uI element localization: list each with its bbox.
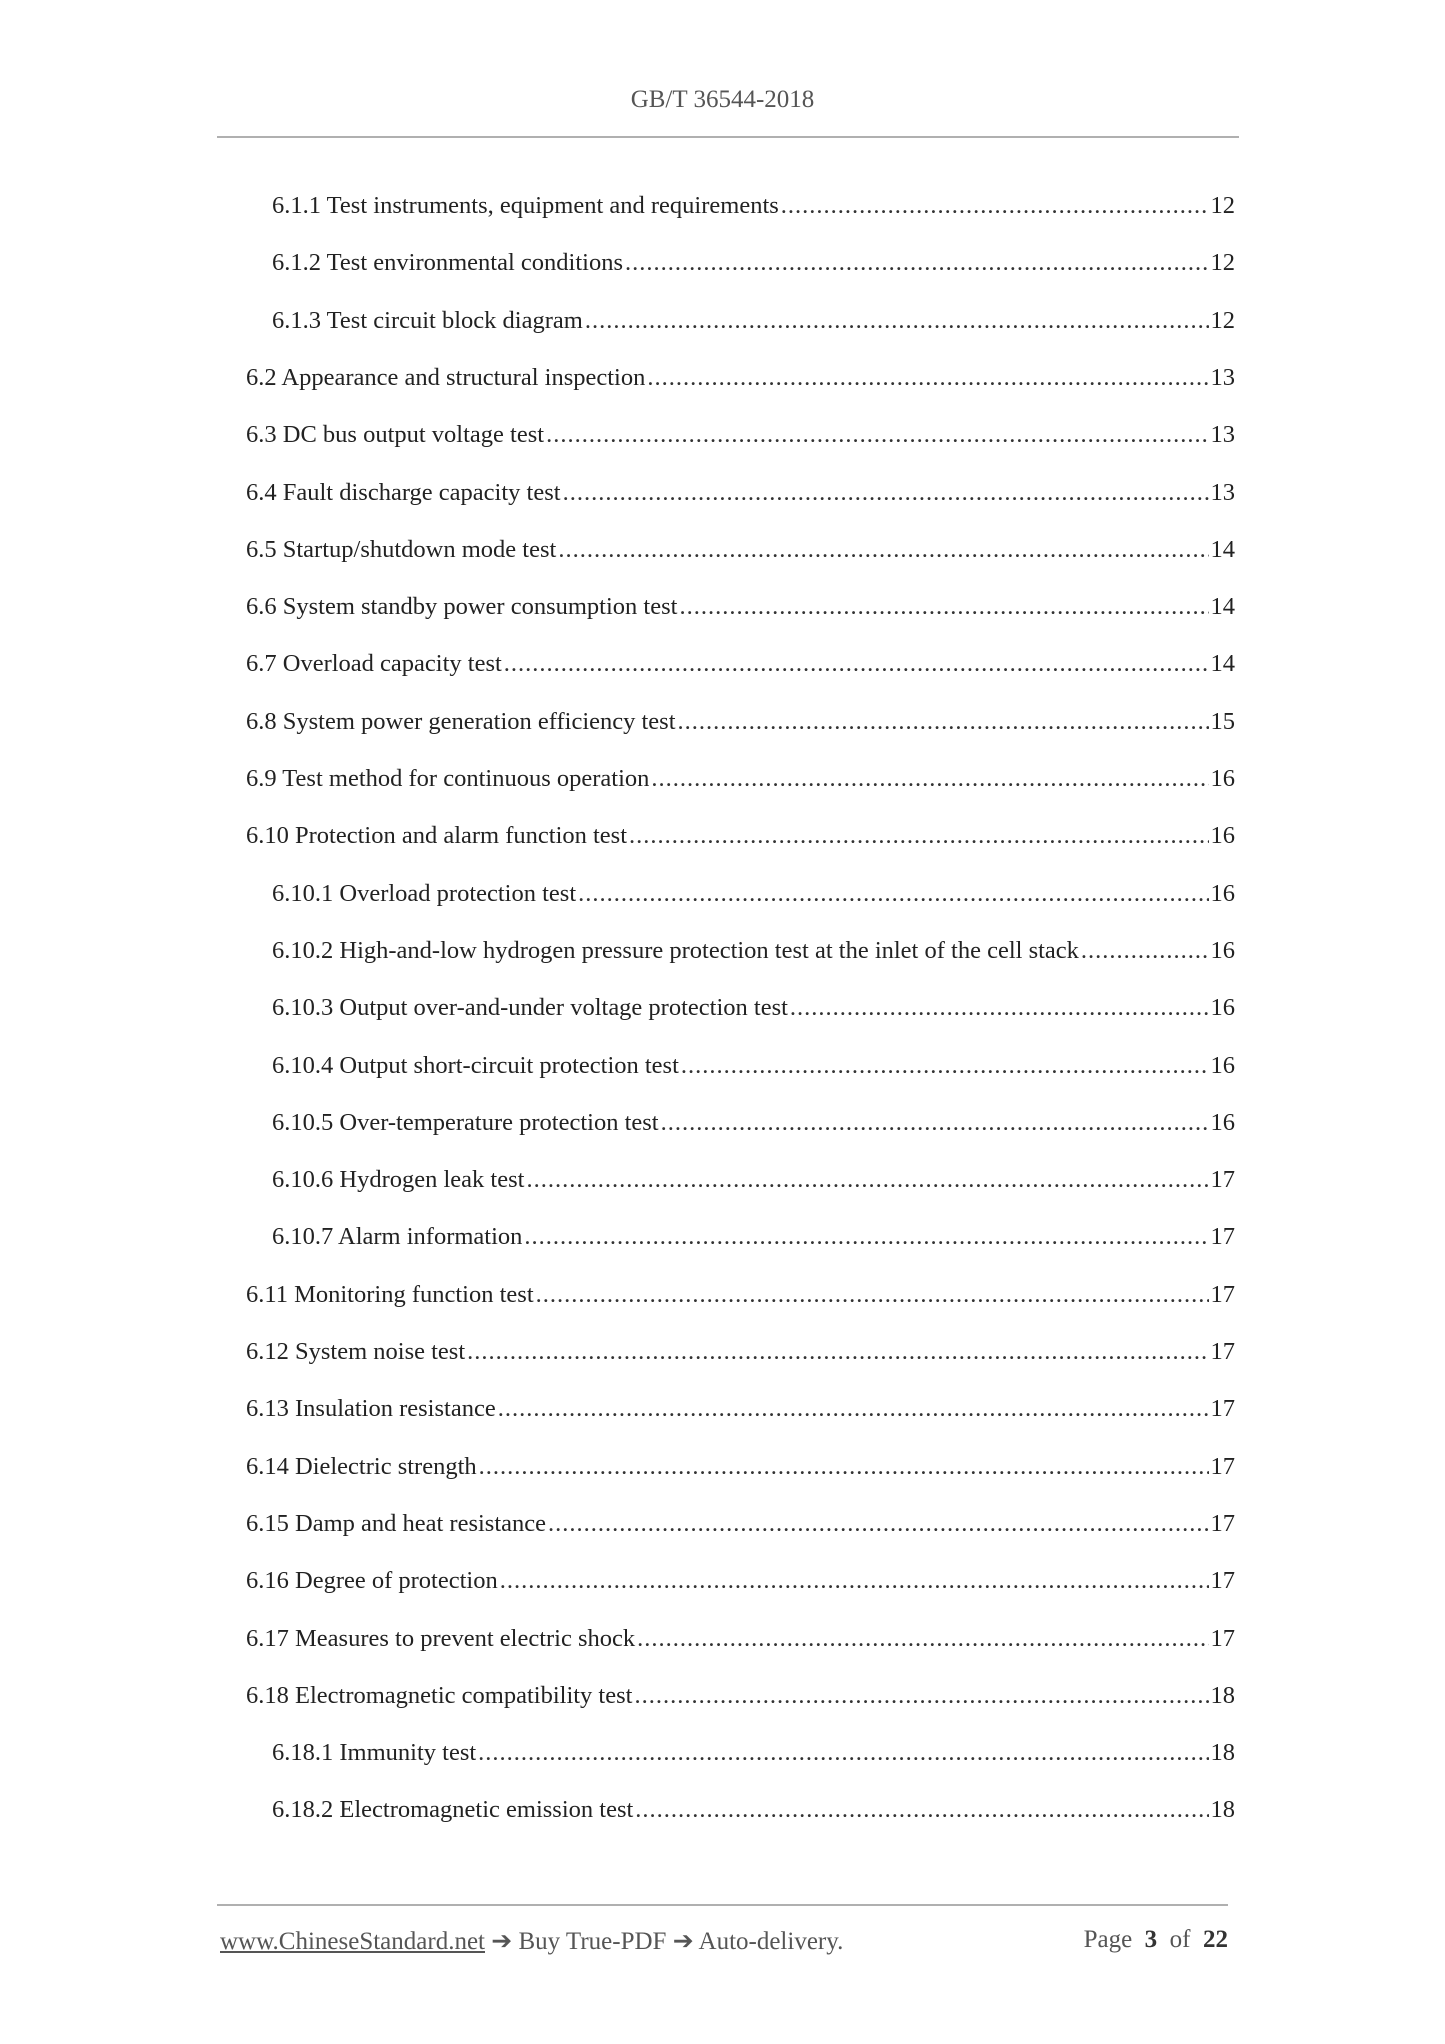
dot-leader <box>479 1453 1209 1481</box>
toc-entry-title: 6.4 Fault discharge capacity test <box>246 478 561 506</box>
toc-entry-title: 6.10.7 Alarm information <box>272 1223 523 1251</box>
toc-entry[interactable] <box>246 1682 1235 1722</box>
dot-leader <box>1081 937 1209 965</box>
toc-entry[interactable] <box>246 822 1235 862</box>
toc-entry-page: 18 <box>1210 1796 1235 1824</box>
toc-entry[interactable] <box>246 364 1235 404</box>
toc-entry[interactable] <box>246 1395 1235 1435</box>
toc-entry-title: 6.10 Protection and alarm function test <box>246 822 628 850</box>
toc-entry-page: 17 <box>1210 1509 1235 1537</box>
toc-entry-page: 13 <box>1210 363 1235 391</box>
toc-entry-page: 16 <box>1210 936 1235 964</box>
toc-entry-title: 6.10.1 Overload protection test <box>272 879 577 907</box>
of-label: of <box>1169 1926 1191 1953</box>
page-number: 3 <box>1144 1926 1158 1953</box>
toc-entry[interactable] <box>272 880 1235 920</box>
toc-entry-title: 6.10.6 Hydrogen leak test <box>272 1166 525 1194</box>
toc-entry-page: 18 <box>1210 1739 1235 1767</box>
toc-entry-title: 6.3 DC bus output voltage test <box>246 421 545 449</box>
dot-leader <box>536 1281 1209 1309</box>
toc-entry[interactable] <box>272 937 1235 977</box>
toc-entry-title: 6.10.5 Over-temperature protection test <box>272 1108 659 1136</box>
toc-entry[interactable] <box>272 1796 1235 1836</box>
dot-leader <box>467 1338 1208 1366</box>
toc-entry[interactable] <box>272 307 1235 347</box>
toc-entry[interactable] <box>246 650 1235 690</box>
toc-entry-page: 17 <box>1210 1223 1235 1251</box>
footer-promo <box>220 1926 843 1956</box>
toc-entry-page: 16 <box>1210 822 1235 850</box>
website-link[interactable]: www.ChineseStandard.net <box>220 1928 485 1955</box>
toc-entry-title: 6.13 Insulation resistance <box>246 1395 496 1423</box>
toc-entry-page: 15 <box>1210 707 1235 735</box>
toc-entry[interactable] <box>272 1223 1235 1263</box>
dot-leader <box>661 1109 1209 1137</box>
toc-entry[interactable] <box>246 1453 1235 1493</box>
dot-leader <box>526 1166 1208 1194</box>
arrow-icon: ➔ <box>672 1928 694 1955</box>
toc-entry-title: 6.5 Startup/shutdown mode test <box>246 535 557 563</box>
toc-entry-page: 17 <box>1210 1166 1235 1194</box>
toc-entry[interactable] <box>272 1166 1235 1206</box>
toc-entry-title: 6.15 Damp and heat resistance <box>246 1509 547 1537</box>
toc-entry-title: 6.16 Degree of protection <box>246 1567 498 1595</box>
footer-divider <box>217 1904 1228 1906</box>
toc-entry-title: 6.18.1 Immunity test <box>272 1739 477 1767</box>
toc-entry-page: 13 <box>1210 421 1235 449</box>
page-footer <box>220 1926 1228 1956</box>
toc-entry-title: 6.9 Test method for continuous operation <box>246 765 650 792</box>
toc-entry[interactable] <box>272 192 1235 232</box>
toc-entry[interactable] <box>246 1567 1235 1607</box>
toc-entry-page: 17 <box>1210 1338 1235 1365</box>
toc-entry-title: 6.6 System standby power consumption test <box>246 593 678 621</box>
delivery-text: Auto-delivery. <box>698 1928 844 1955</box>
toc-entry-page: 16 <box>1210 1108 1235 1136</box>
toc-entry-page: 12 <box>1210 192 1235 219</box>
toc-entry-title: 6.11 Monitoring function test <box>246 1280 534 1308</box>
arrow-icon: ➔ <box>491 1928 513 1955</box>
toc-entry[interactable] <box>272 1052 1235 1092</box>
toc-entry-page: 14 <box>1210 593 1235 621</box>
toc-entry[interactable] <box>272 1109 1235 1149</box>
toc-entry-page: 14 <box>1210 650 1235 678</box>
dot-leader <box>678 708 1209 736</box>
dot-leader <box>679 593 1208 621</box>
toc-entry-page: 12 <box>1210 306 1235 334</box>
toc-entry-page: 14 <box>1210 535 1235 563</box>
page-label: Page <box>1083 1926 1133 1953</box>
toc-entry-page: 17 <box>1210 1624 1235 1652</box>
toc-entry-page: 17 <box>1210 1395 1235 1423</box>
toc-entry-page: 17 <box>1210 1567 1235 1595</box>
toc-entry[interactable] <box>246 708 1235 748</box>
dot-leader <box>647 364 1208 392</box>
toc-entry-title: 6.1.3 Test circuit block diagram <box>272 306 583 334</box>
toc-entry-page: 18 <box>1210 1681 1235 1709</box>
dot-leader <box>578 880 1208 908</box>
dot-leader <box>629 822 1208 850</box>
dot-leader <box>634 1682 1208 1710</box>
dot-leader <box>558 536 1208 564</box>
dot-leader <box>524 1223 1208 1251</box>
dot-leader <box>585 307 1209 335</box>
toc-entry[interactable] <box>246 593 1235 633</box>
dot-leader <box>637 1625 1208 1653</box>
toc-entry[interactable] <box>246 1510 1235 1550</box>
toc-entry[interactable] <box>246 1625 1235 1665</box>
toc-entry-title: 6.10.4 Output short-circuit protection test <box>272 1051 679 1079</box>
dot-leader <box>781 192 1209 220</box>
dot-leader <box>681 1052 1209 1080</box>
dot-leader <box>625 249 1209 277</box>
toc-entry-page: 17 <box>1210 1452 1235 1480</box>
dot-leader <box>478 1739 1208 1767</box>
toc-entry[interactable] <box>272 249 1235 289</box>
toc-entry-title: 6.12 System noise test <box>246 1338 466 1365</box>
toc-entry-page: 16 <box>1210 1051 1235 1079</box>
header-divider <box>217 136 1239 138</box>
toc-entry-title: 6.1.2 Test environmental conditions <box>272 249 623 277</box>
page-indicator <box>1084 1926 1228 1956</box>
dot-leader <box>546 421 1208 449</box>
dot-leader <box>548 1510 1208 1538</box>
dot-leader <box>635 1796 1208 1824</box>
toc-entry-page: 16 <box>1210 765 1235 792</box>
toc-entry[interactable] <box>272 994 1235 1034</box>
toc-entry-title: 6.7 Overload capacity test <box>246 650 502 678</box>
toc-entry[interactable] <box>246 421 1235 461</box>
toc-entry-title: 6.14 Dielectric strength <box>246 1452 477 1480</box>
toc-entry-page: 13 <box>1210 478 1235 506</box>
toc-entry-title: 6.18 Electromagnetic compatibility test <box>246 1681 633 1709</box>
dot-leader <box>651 765 1208 793</box>
dot-leader <box>563 479 1209 507</box>
dot-leader <box>498 1395 1209 1423</box>
toc-entry-page: 16 <box>1210 994 1235 1022</box>
toc-entry-page: 16 <box>1210 879 1235 907</box>
toc-entry[interactable] <box>272 1739 1235 1779</box>
toc-entry-title: 6.2 Appearance and structural inspection <box>246 363 646 391</box>
toc-entry-page: 12 <box>1210 249 1235 277</box>
buy-text: Buy True-PDF <box>518 1928 667 1955</box>
toc-entry[interactable] <box>246 536 1235 576</box>
toc-entry[interactable] <box>246 765 1235 805</box>
toc-entry-title: 6.18.2 Electromagnetic emission test <box>272 1796 634 1824</box>
dot-leader <box>504 650 1209 678</box>
toc-entry-title: 6.17 Measures to prevent electric shock <box>246 1624 636 1652</box>
toc-entry-title: 6.8 System power generation efficiency test <box>246 707 676 735</box>
toc-entry-title: 6.1.1 Test instruments, equipment and requirements <box>272 192 779 219</box>
toc-entry-title: 6.10.2 High-and-low hydrogen pressure protection test at the inlet of the cell stack <box>272 936 1079 964</box>
document-code-header: GB/T 36544-2018 <box>630 86 815 113</box>
dot-leader <box>500 1567 1209 1595</box>
dot-leader <box>790 994 1209 1022</box>
toc-entry[interactable] <box>246 1338 1235 1378</box>
toc-entry[interactable] <box>246 479 1235 519</box>
toc-entry-title: 6.10.3 Output over-and-under voltage protection test <box>272 994 788 1022</box>
toc-entry[interactable] <box>246 1281 1235 1321</box>
toc-entry-page: 17 <box>1210 1280 1235 1308</box>
page-total: 22 <box>1203 1926 1228 1953</box>
